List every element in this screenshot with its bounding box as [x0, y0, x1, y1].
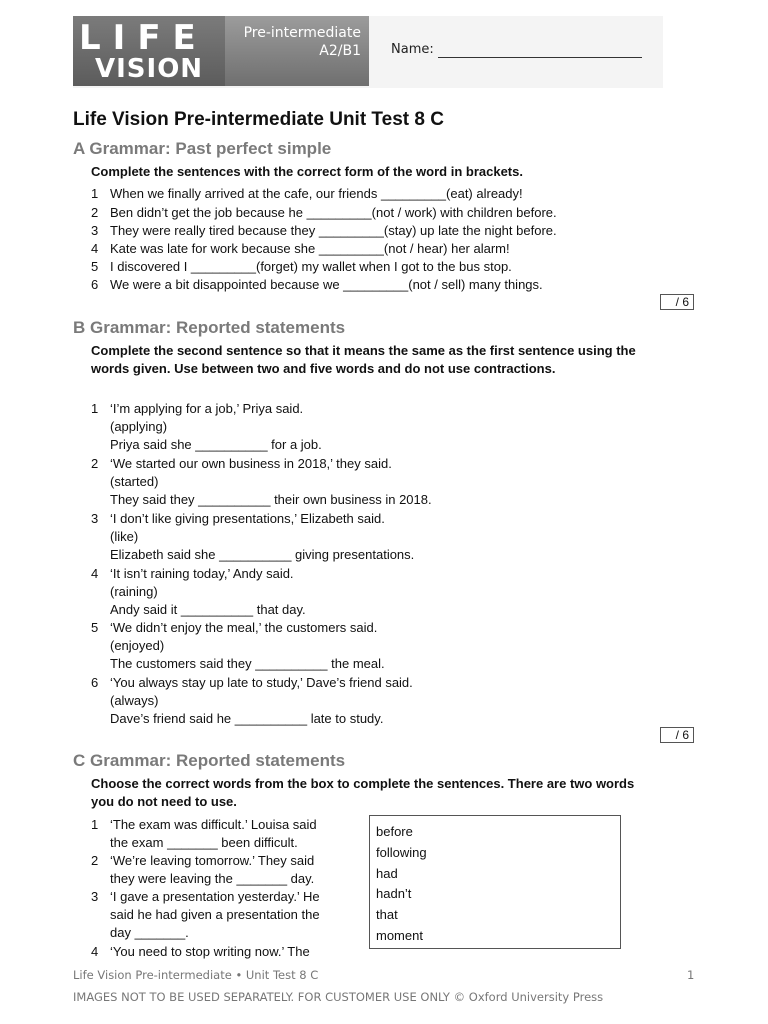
word-box-item: hadn’t	[376, 886, 412, 902]
item-quote: ‘You always stay up late to study,’ Dave’s friend said.	[110, 675, 413, 690]
section-b-score-box[interactable]: / 6	[660, 727, 694, 743]
logo-word-life: LIFE	[79, 18, 208, 58]
item-number: 2	[91, 853, 99, 868]
item-number: 1	[91, 401, 99, 416]
item-number: 1	[91, 186, 99, 201]
item-number: 5	[91, 259, 99, 274]
item-line: day _______.	[110, 925, 189, 940]
item-given-word: (always)	[110, 693, 159, 708]
word-box-item: following	[376, 844, 427, 860]
item-text: They were really tired because they _________(stay) up late the night before.	[110, 223, 557, 238]
item-quote: ‘We started our own business in 2018,’ they said.	[110, 456, 392, 471]
word-box-item: before	[376, 824, 413, 839]
word-box-item: that	[376, 907, 398, 923]
item-answer-line: Elizabeth said she __________ giving presentations.	[110, 547, 415, 562]
section-c-heading: C Grammar: Reported statements	[73, 751, 346, 770]
word-box-item: had	[376, 865, 398, 881]
word-box	[369, 815, 621, 949]
item-number: 6	[91, 675, 99, 690]
level-line2: A2/B1	[319, 43, 361, 59]
item-line: ‘The exam was difficult.’ Louisa said	[110, 817, 317, 832]
word-box-item: moment	[376, 927, 423, 943]
item-line: ‘You need to stop writing now.’ The	[110, 944, 310, 959]
item-line: ‘We’re leaving tomorrow.’ They said	[110, 853, 315, 868]
name-label: Name:	[391, 42, 434, 57]
item-number: 3	[91, 889, 99, 904]
item-number: 5	[91, 620, 99, 635]
copyright-note: IMAGES NOT TO BE USED SEPARATELY. FOR CUSTOMER USE ONLY © Oxford University Press	[73, 990, 604, 1004]
item-number: 3	[91, 223, 99, 238]
item-answer-line: The customers said they __________ the meal.	[110, 656, 385, 671]
item-number: 6	[91, 277, 99, 292]
item-given-word: (like)	[110, 529, 139, 544]
item-quote: ‘I’m applying for a job,’ Priya said.	[110, 401, 304, 416]
page-title: Life Vision Pre-intermediate Unit Test 8 C	[73, 109, 444, 130]
item-text: Ben didn’t get the job because he _________(not / work) with children before.	[110, 205, 557, 220]
section-a-score-box[interactable]: / 6	[660, 294, 694, 310]
item-number: 2	[91, 456, 99, 471]
section-b-heading: B Grammar: Reported statements	[73, 318, 346, 337]
level-line1: Pre-intermediate	[243, 25, 361, 41]
item-line: they were leaving the _______ day.	[110, 871, 315, 886]
page-number: 1	[687, 968, 695, 982]
item-given-word: (enjoyed)	[110, 638, 165, 653]
item-number: 1	[91, 817, 99, 832]
life-vision-logo	[73, 16, 369, 86]
item-answer-line: Priya said she __________ for a job.	[110, 437, 322, 452]
item-answer-line: They said they __________ their own business in 2018.	[110, 492, 432, 507]
item-number: 3	[91, 511, 99, 526]
section-c-instruction: Choose the correct words from the box to complete the sentences. There are two words you do not need to use.	[91, 776, 635, 809]
item-text: When we finally arrived at the cafe, our friends _________(eat) already!	[110, 186, 523, 201]
item-text: I discovered I _________(forget) my wallet when I got to the bus stop.	[110, 259, 512, 274]
item-number: 4	[91, 241, 99, 256]
item-line: said he had given a presentation the	[110, 907, 320, 922]
level-label	[244, 24, 361, 60]
item-given-word: (raining)	[110, 584, 158, 599]
item-given-word: (started)	[110, 474, 159, 489]
footer-title: Life Vision Pre-intermediate • Unit Test 8 C	[73, 968, 319, 982]
item-quote: ‘It isn’t raining today,’ Andy said.	[110, 566, 294, 581]
item-number: 2	[91, 205, 99, 220]
item-number: 4	[91, 944, 99, 959]
item-text: Kate was late for work because she _________(not / hear) her alarm!	[110, 241, 510, 256]
item-number: 4	[91, 566, 99, 581]
item-line: the exam _______ been difficult.	[110, 835, 298, 850]
item-quote: ‘We didn’t enjoy the meal,’ the customers said.	[110, 620, 378, 635]
section-b-instruction: Complete the second sentence so that it means the same as the first sentence using the words given. Use between two and five words and do not use contractions.	[91, 343, 636, 376]
item-quote: ‘I don’t like giving presentations,’ Elizabeth said.	[110, 511, 385, 526]
section-a-instruction: Complete the sentences with the correct form of the word in brackets.	[91, 164, 523, 179]
name-field[interactable]	[438, 57, 642, 58]
item-line: ‘I gave a presentation yesterday.’ He	[110, 889, 320, 904]
section-a-heading: A Grammar: Past perfect simple	[73, 139, 332, 158]
item-given-word: (applying)	[110, 419, 168, 434]
item-answer-line: Andy said it __________ that day.	[110, 602, 306, 617]
item-answer-line: Dave’s friend said he __________ late to study.	[110, 711, 384, 726]
logo-word-vision: VISION	[95, 54, 204, 84]
item-text: We were a bit disappointed because we _________(not / sell) many things.	[110, 277, 543, 292]
